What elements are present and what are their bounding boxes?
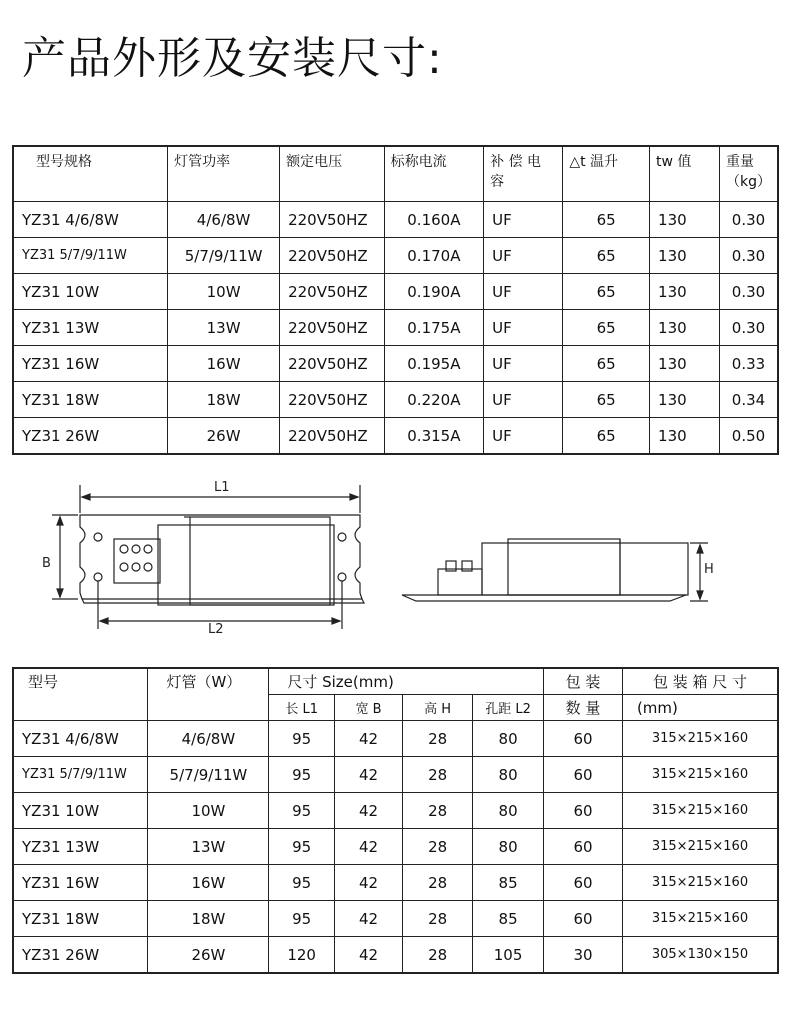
- spec-cell: 130: [650, 238, 720, 274]
- spec-cell: UF: [484, 418, 563, 455]
- size-cell: 95: [269, 793, 335, 829]
- size-cell: 95: [269, 901, 335, 937]
- spec-cell: 130: [650, 346, 720, 382]
- size-cell: 315×215×160: [622, 757, 778, 793]
- spec-cell: YZ31 18W: [13, 382, 168, 418]
- spec-cell: 220V50HZ: [280, 274, 385, 310]
- size-cell: 120: [269, 937, 335, 974]
- size-header-lamp: 灯管（W）: [148, 668, 269, 721]
- size-table: [12, 667, 779, 974]
- spec-cell: YZ31 5/7/9/11W: [13, 238, 168, 274]
- size-row: [13, 793, 778, 829]
- size-cell: YZ31 13W: [13, 829, 148, 865]
- spec-cell: YZ31 13W: [13, 310, 168, 346]
- size-row: [13, 865, 778, 901]
- ballast-top-view-diagram: [38, 475, 418, 635]
- size-cell: YZ31 10W: [13, 793, 148, 829]
- size-cell: 10W: [148, 793, 269, 829]
- spec-row: [13, 238, 778, 274]
- size-header-dimensions: 尺寸 Size(mm): [269, 668, 544, 695]
- size-cell: 315×215×160: [622, 829, 778, 865]
- spec-cell: 18W: [168, 382, 280, 418]
- size-header-l2: 孔距 L2: [473, 695, 544, 721]
- size-cell: 95: [269, 865, 335, 901]
- spec-cell: 0.34: [720, 382, 779, 418]
- spec-cell: YZ31 4/6/8W: [13, 202, 168, 238]
- size-cell: 28: [403, 721, 473, 757]
- size-cell: 28: [403, 937, 473, 974]
- spec-cell: 65: [563, 418, 650, 455]
- spec-cell: 10W: [168, 274, 280, 310]
- spec-cell: 0.220A: [384, 382, 484, 418]
- size-cell: 18W: [148, 901, 269, 937]
- spec-header-model: 型号规格: [13, 146, 168, 202]
- spec-cell: 0.170A: [384, 238, 484, 274]
- spec-cell: UF: [484, 202, 563, 238]
- spec-cell: 65: [563, 202, 650, 238]
- spec-cell: 220V50HZ: [280, 202, 385, 238]
- size-cell: 105: [473, 937, 544, 974]
- spec-row: [13, 202, 778, 238]
- size-row: [13, 901, 778, 937]
- size-cell: 30: [544, 937, 623, 974]
- spec-cell: 220V50HZ: [280, 382, 385, 418]
- size-cell: 305×130×150: [622, 937, 778, 974]
- spec-cell: UF: [484, 238, 563, 274]
- spec-cell: 130: [650, 274, 720, 310]
- spec-row: [13, 382, 778, 418]
- size-cell: 80: [473, 829, 544, 865]
- size-cell: 42: [334, 721, 402, 757]
- spec-cell: YZ31 10W: [13, 274, 168, 310]
- spec-cell: 130: [650, 382, 720, 418]
- size-cell: 95: [269, 829, 335, 865]
- size-cell: 315×215×160: [622, 721, 778, 757]
- size-cell: 28: [403, 829, 473, 865]
- size-cell: 60: [544, 793, 623, 829]
- spec-cell: 65: [563, 238, 650, 274]
- spec-cell: YZ31 26W: [13, 418, 168, 455]
- spec-cell: 0.33: [720, 346, 779, 382]
- spec-cell: 0.30: [720, 310, 779, 346]
- spec-cell: 0.30: [720, 202, 779, 238]
- size-cell: 95: [269, 721, 335, 757]
- spec-cell: 0.315A: [384, 418, 484, 455]
- size-row: [13, 937, 778, 974]
- size-cell: 42: [334, 829, 402, 865]
- size-cell: YZ31 5/7/9/11W: [13, 757, 148, 793]
- spec-row: [13, 418, 778, 455]
- size-cell: 42: [334, 865, 402, 901]
- size-cell: 60: [544, 757, 623, 793]
- size-header-box: 包 装 箱 尺 寸: [622, 668, 778, 695]
- size-cell: 60: [544, 865, 623, 901]
- spec-cell: 220V50HZ: [280, 418, 385, 455]
- size-header-qty: 数 量: [544, 695, 623, 721]
- size-cell: 60: [544, 721, 623, 757]
- spec-header-tw: tw 值: [650, 146, 720, 202]
- spec-cell: 16W: [168, 346, 280, 382]
- size-cell: 85: [473, 901, 544, 937]
- size-header-pack: 包 装: [544, 668, 623, 695]
- spec-cell: 220V50HZ: [280, 310, 385, 346]
- spec-cell: 0.50: [720, 418, 779, 455]
- spec-cell: 65: [563, 274, 650, 310]
- size-cell: 42: [334, 793, 402, 829]
- size-header-b: 宽 B: [334, 695, 402, 721]
- spec-cell: 65: [563, 382, 650, 418]
- size-cell: 28: [403, 865, 473, 901]
- size-header-model: 型号: [13, 668, 148, 721]
- size-cell: 60: [544, 829, 623, 865]
- size-row: [13, 829, 778, 865]
- spec-row: [13, 310, 778, 346]
- size-cell: 16W: [148, 865, 269, 901]
- size-cell: 60: [544, 901, 623, 937]
- spec-cell: UF: [484, 310, 563, 346]
- size-header-mm: (mm): [622, 695, 778, 721]
- size-cell: 4/6/8W: [148, 721, 269, 757]
- spec-cell: UF: [484, 274, 563, 310]
- spec-cell: 26W: [168, 418, 280, 455]
- spec-cell: 220V50HZ: [280, 346, 385, 382]
- spec-cell: UF: [484, 382, 563, 418]
- size-cell: 315×215×160: [622, 901, 778, 937]
- spec-header-current: 标称电流: [384, 146, 484, 202]
- label-l2: L2: [208, 622, 224, 635]
- spec-cell: 130: [650, 202, 720, 238]
- spec-cell: 0.195A: [384, 346, 484, 382]
- size-cell: YZ31 16W: [13, 865, 148, 901]
- spec-header-weight: 重量（kg）: [720, 146, 779, 202]
- size-cell: 42: [334, 901, 402, 937]
- spec-header-capacitor: 补 偿 电 容: [484, 146, 563, 202]
- size-row: [13, 721, 778, 757]
- spec-cell: 0.30: [720, 238, 779, 274]
- spec-table: [12, 145, 779, 455]
- size-row: [13, 757, 778, 793]
- spec-cell: 0.190A: [384, 274, 484, 310]
- size-cell: 80: [473, 793, 544, 829]
- spec-row: [13, 274, 778, 310]
- size-cell: 85: [473, 865, 544, 901]
- page-title: 产品外形及安装尺寸:: [22, 33, 443, 84]
- size-header-h: 高 H: [403, 695, 473, 721]
- spec-cell: 0.30: [720, 274, 779, 310]
- size-cell: YZ31 26W: [13, 937, 148, 974]
- spec-cell: UF: [484, 346, 563, 382]
- spec-header-temp-rise: △t 温升: [563, 146, 650, 202]
- spec-cell: 0.160A: [384, 202, 484, 238]
- size-cell: 42: [334, 757, 402, 793]
- spec-cell: 65: [563, 346, 650, 382]
- spec-header-power: 灯管功率: [168, 146, 280, 202]
- size-cell: 28: [403, 757, 473, 793]
- spec-cell: 130: [650, 310, 720, 346]
- ballast-side-view-diagram: [400, 525, 730, 625]
- size-cell: YZ31 4/6/8W: [13, 721, 148, 757]
- spec-cell: 220V50HZ: [280, 238, 385, 274]
- spec-cell: 4/6/8W: [168, 202, 280, 238]
- size-cell: 80: [473, 721, 544, 757]
- size-cell: 80: [473, 757, 544, 793]
- size-cell: 26W: [148, 937, 269, 974]
- spec-cell: 5/7/9/11W: [168, 238, 280, 274]
- spec-cell: 13W: [168, 310, 280, 346]
- size-cell: 315×215×160: [622, 865, 778, 901]
- size-cell: YZ31 18W: [13, 901, 148, 937]
- size-cell: 42: [334, 937, 402, 974]
- spec-header-row: [13, 146, 778, 202]
- size-cell: 13W: [148, 829, 269, 865]
- spec-header-voltage: 额定电压: [280, 146, 385, 202]
- spec-row: [13, 346, 778, 382]
- label-h: H: [704, 562, 714, 577]
- label-l1: L1: [214, 480, 230, 495]
- size-cell: 28: [403, 901, 473, 937]
- size-cell: 5/7/9/11W: [148, 757, 269, 793]
- size-cell: 315×215×160: [622, 793, 778, 829]
- spec-cell: 130: [650, 418, 720, 455]
- size-cell: 95: [269, 757, 335, 793]
- size-cell: 28: [403, 793, 473, 829]
- spec-cell: 0.175A: [384, 310, 484, 346]
- size-header-l1: 长 L1: [269, 695, 335, 721]
- spec-cell: 65: [563, 310, 650, 346]
- spec-cell: YZ31 16W: [13, 346, 168, 382]
- label-b: B: [42, 556, 51, 571]
- size-header-row-1: [13, 668, 778, 695]
